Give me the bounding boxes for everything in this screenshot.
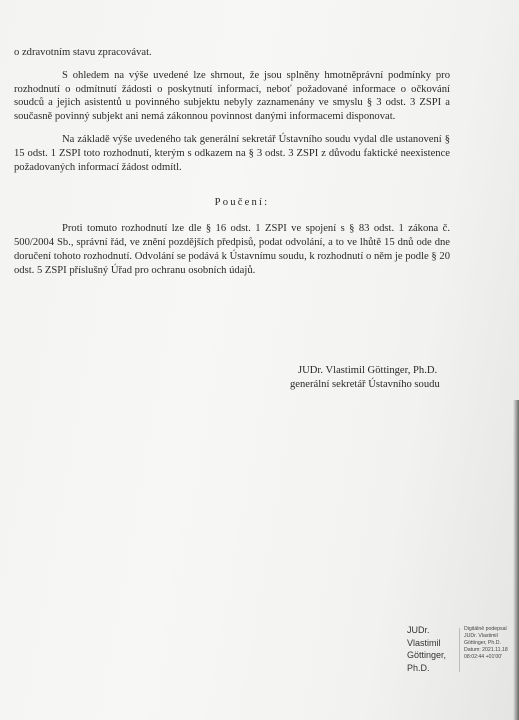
paragraph-continuation: o zdravotním stavu zpracovávat. [14,47,152,58]
page-edge-shadow [513,400,519,720]
instruction-text: Proti tomuto rozhodnutí lze dle § 16 odst. 1 ZSPI ve spojení s § 83 odst. 1 zákona č. 500/2004 Sb., správní řád, ve znění pozdějších předpisů, podat odvolání, a to ve lhůtě 15 dnů ode dne doručení tohoto rozhodnutí. Odvolání se podává k Ústavnímu soudu, k rozhodnutí o něm je podle § 20 odst. 5 ZSPI příslušný Úřad pro ochranu osobních údajů. [14,223,450,276]
signature-block [290,364,440,392]
signatory-name: JUDr. Vlastimil Göttinger, Ph.D. [298,365,438,376]
digital-signature-divider [459,628,460,672]
digital-signature-details: Digitálně podepsal JUDr. Vlastimil Göttinger, Ph.D. Datum: 2021.11.18 08:02:44 +01'00' [464,626,508,660]
instruction-heading: Poučení: [214,197,270,209]
digital-signature-name: JUDr. Vlastimil Göttinger, Ph.D. [407,625,447,673]
paragraph-decision: Na základě výše uvedeného tak generální sekretář Ústavního soudu vydal dle ustanovení § 15 odst. 1 ZSPI toto rozhodnutí, kterým s odkazem na § 3 odst. 3 ZSPI z důvodu faktické neexistence požadovaných informací žádost odmítl. [14,133,450,173]
paragraph-summary: S ohledem na výše uvedené lze shrnout, že jsou splněny hmotněprávní podmínky pro rozhodnutí o odmítnutí žádosti o poskytnutí informací, neboť požadované informace o očkování soudců a jejich asistentů u povinného subjektu nebyly zaznamenány ve smyslu § 3 odst. 3 ZSPI a současně povinný subjekt ani nemá zákonnou povinnost danými informacemi disponovat. [14,69,450,123]
digital-signature-stamp [407,624,519,684]
signatory-title: generální sekretář Ústavního soudu [290,379,440,390]
document-body [14,46,450,277]
